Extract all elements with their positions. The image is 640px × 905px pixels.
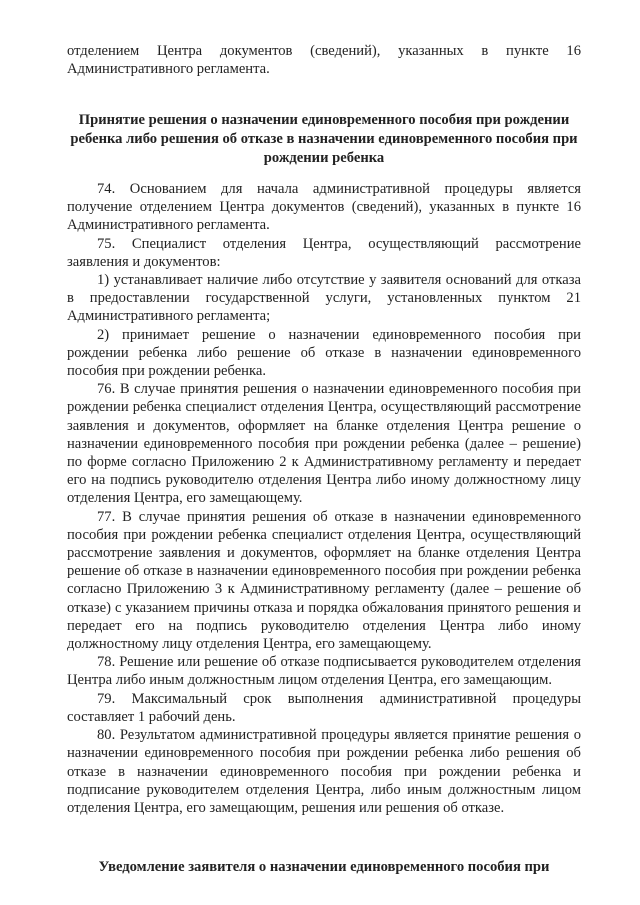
- paragraph-75-item-1: 1) устанавливает наличие либо отсутствие у заявителя оснований для отказа в предоставлении государственной услуги, установленных пунктом 21 Административного регламента;: [67, 272, 581, 325]
- continuation-text: отделением Центра документов (сведений), указанных в пункте 16 Административного регламента.: [67, 43, 581, 78]
- paragraph-80: 80. Результатом административной процедуры является принятие решения о назначении единовременного пособия при рождении ребенка либо решения об отказе в назначении единовременного пособия при рождении ребенка и подписание руководителем отделения Центра, либо иным должностным лицом отделения Центра, его замещающим, решения или решения об отказе.: [67, 727, 581, 816]
- paragraph-77: 77. В случае принятия решения об отказе в назначении единовременного пособия при рождении ребенка специалист отделения Центра, осуществляющий рассмотрение заявления и документов, оформляет на бланке отделения Центра решение об отказе в назначении единовременного пособия при рождении ребенка согласно Приложению 3 к Административному регламенту (далее – решение об отказе) с указанием причины отказа и порядка обжалования принятого решения и передает его на подпись руководителю отделения Центра либо иному должностному лицу отделения Центра, его замещающему.: [67, 508, 581, 653]
- paragraph-76: 76. В случае принятия решения о назначении единовременного пособия при рождении ребенка специалист отделения Центра, осуществляющий рассмотрение заявления и документов, оформляет на бланке отделения Центра решение о назначении единовременного пособия при рождении ребенка (далее – решение) по форме согласно Приложению 2 к Административному регламенту и передает его на подпись руководителю отделения Центра либо иному должностному лицу отделения Центра, его замещающему.: [67, 381, 581, 507]
- paragraph-79: 79. Максимальный срок выполнения административной процедуры составляет 1 рабочий день.: [67, 690, 581, 725]
- paragraph-75-item-2: 2) принимает решение о назначении единовременного пособия при рождении ребенка либо решение об отказе в назначении единовременного пособия при рождении ребенка.: [67, 326, 581, 380]
- top-continuation: [67, 42, 581, 78]
- section-heading-decision: Принятие решения о назначении единовременного пособия при рождении ребенка либо решения об отказе в назначении единовременного пособия при рождении ребенка: [70, 112, 578, 166]
- section-body: [67, 180, 581, 817]
- section-heading-notification: Уведомление заявителя о назначении единовременного пособия при: [98, 859, 550, 875]
- paragraph-78: 78. Решение или решение об отказе подписывается руководителем отделения Центра либо иным должностным лицом отделения Центра, его замещающим.: [67, 654, 581, 689]
- paragraph-74: 74. Основанием для начала административной процедуры является получение отделением Центра документов (сведений), указанных в пункте 16 Административного регламента.: [67, 181, 581, 234]
- paragraph-75: 75. Специалист отделения Центра, осуществляющий рассмотрение заявления и документов:: [67, 235, 581, 270]
